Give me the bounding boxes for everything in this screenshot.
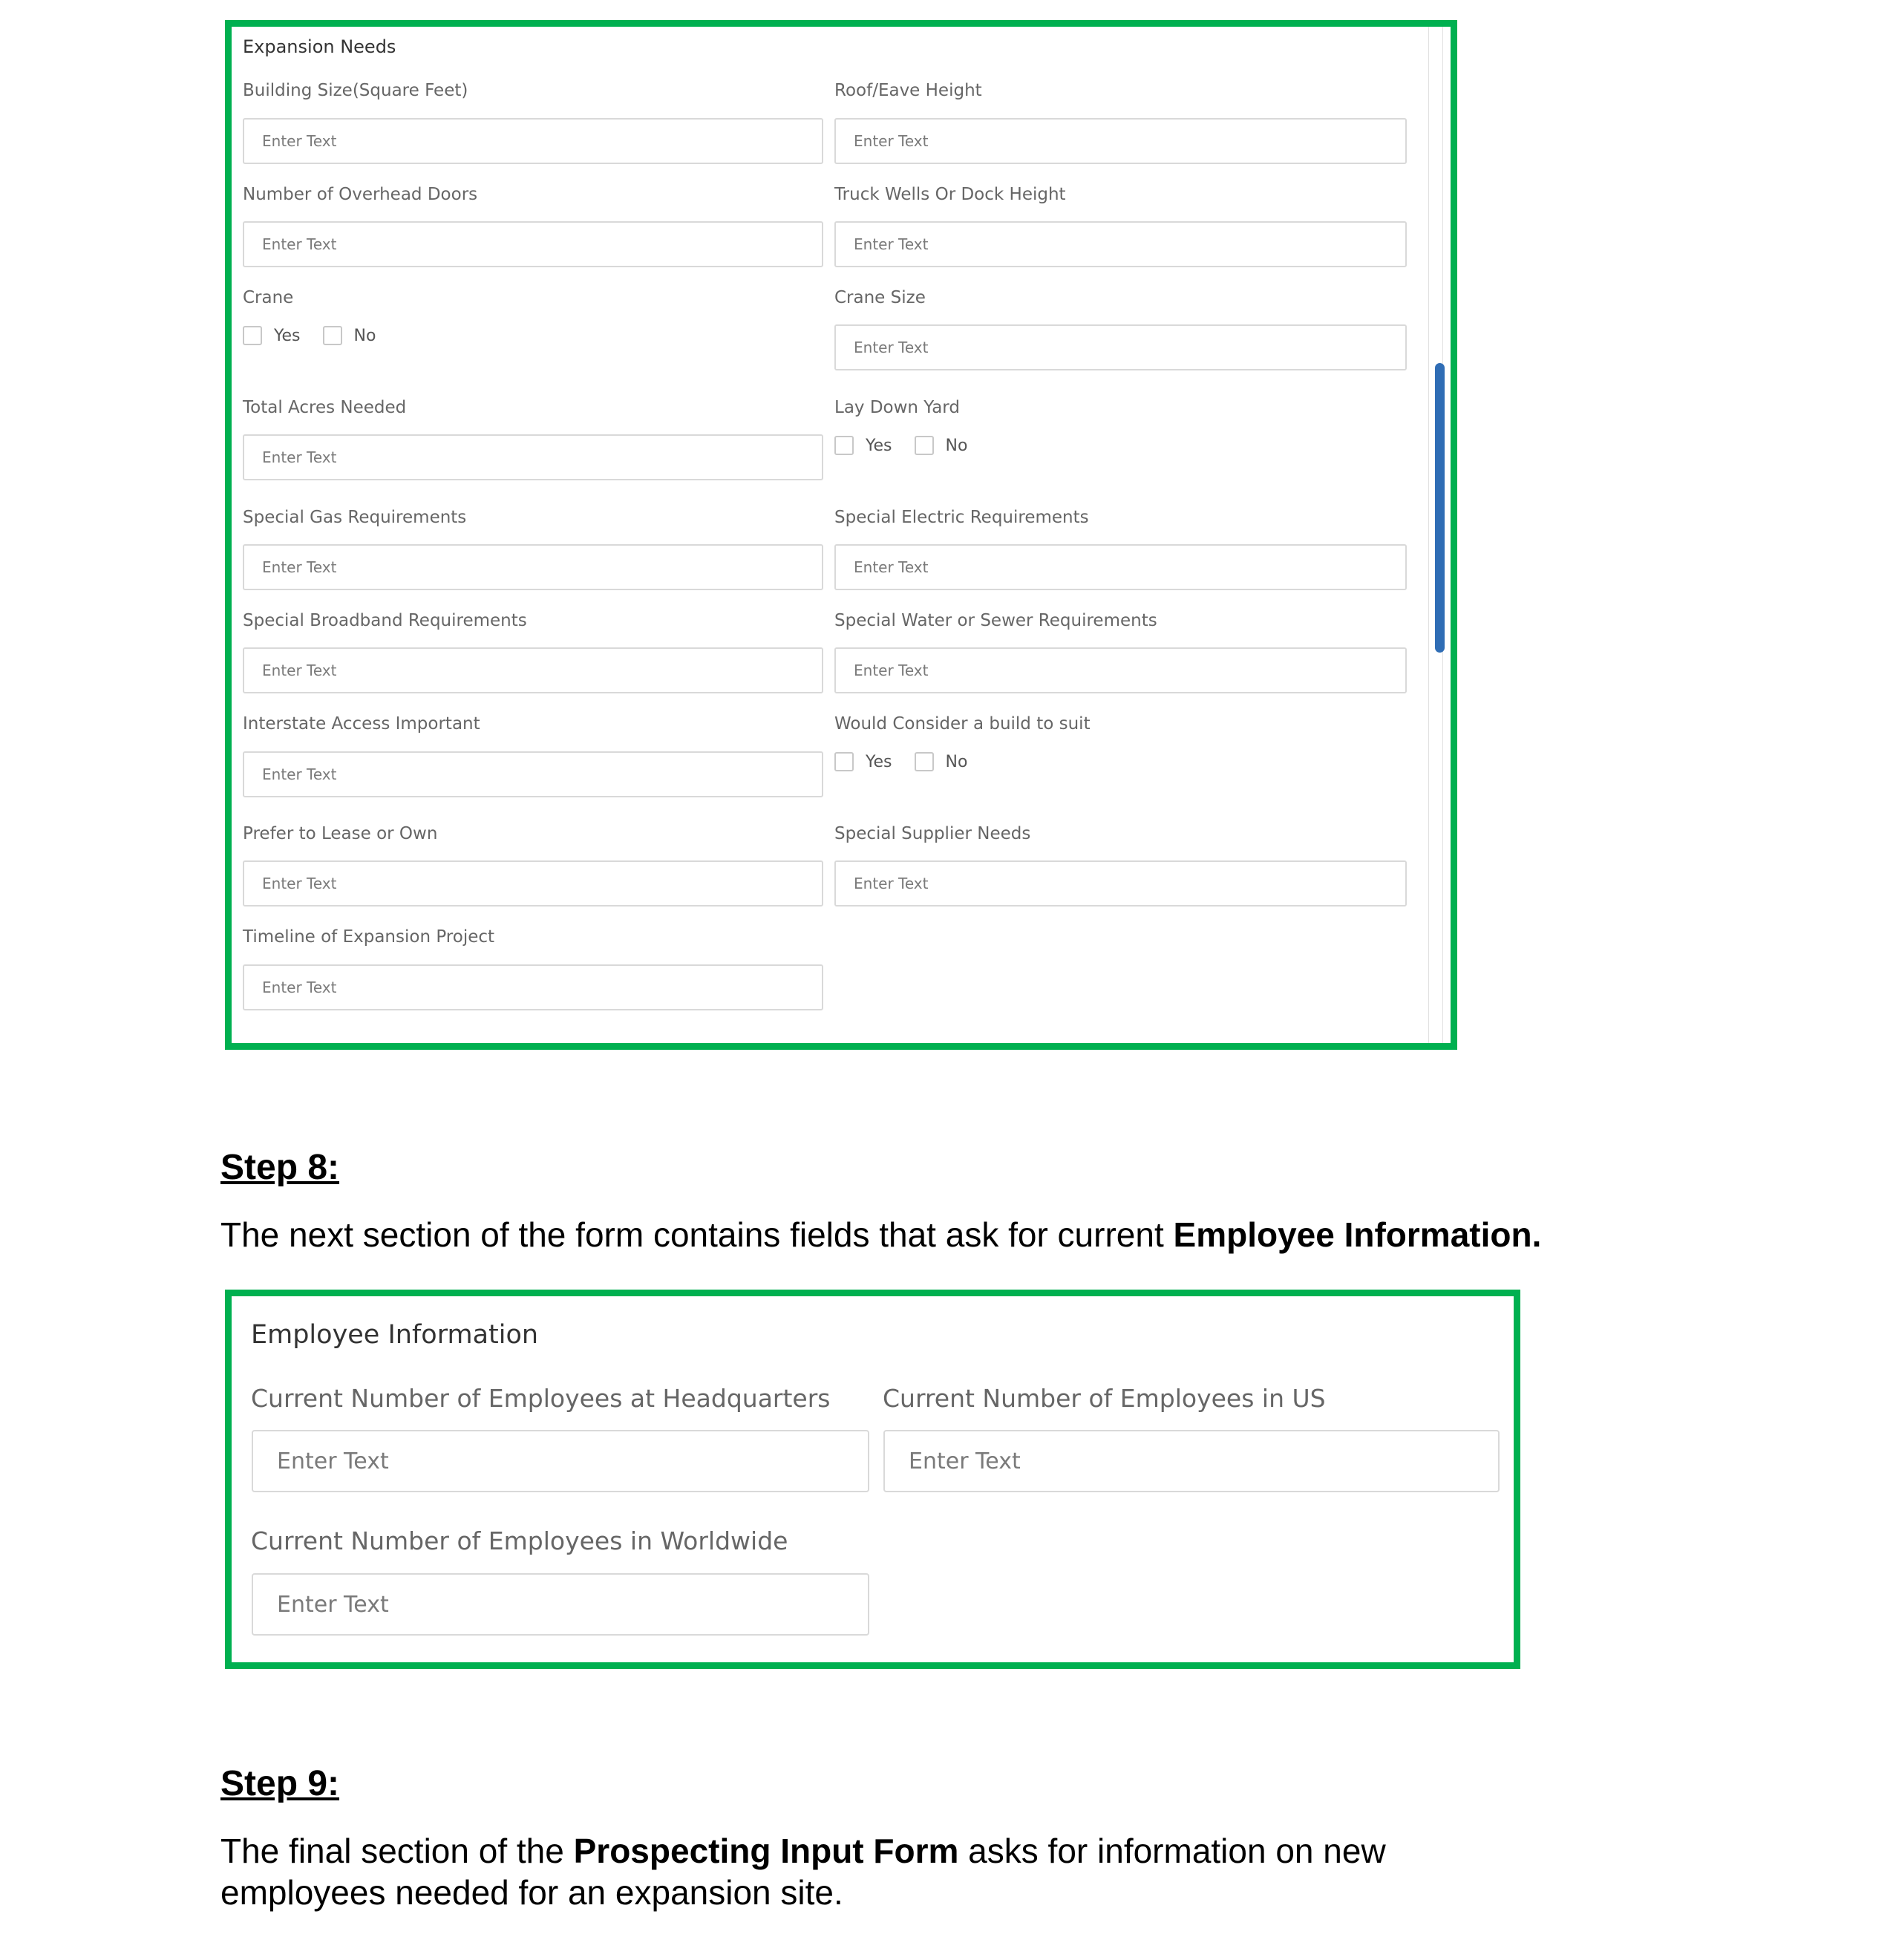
timeline-input[interactable] (243, 964, 823, 1010)
label-interstate-access: Interstate Access Important (243, 714, 480, 734)
label-truck-wells: Truck Wells Or Dock Height (834, 185, 1066, 204)
crane-no-label: No (353, 326, 376, 345)
step-8-text (220, 1214, 1541, 1255)
step-8-text-plain: The next section of the form contains fields that ask for current (220, 1215, 1174, 1254)
section-title-employee-information: Employee Information (251, 1320, 539, 1350)
special-gas-input[interactable] (243, 544, 823, 590)
label-special-gas: Special Gas Requirements (243, 508, 467, 527)
total-acres-input[interactable] (243, 434, 823, 480)
expansion-needs-screenshot (225, 20, 1457, 1050)
build-to-suit-yes-checkbox[interactable] (834, 752, 854, 771)
interstate-access-input[interactable] (243, 751, 823, 797)
special-water-sewer-input[interactable] (834, 647, 1407, 693)
step-9-text (220, 1830, 1386, 1913)
building-size-input[interactable] (243, 118, 823, 164)
label-special-supplier: Special Supplier Needs (834, 824, 1031, 843)
build-to-suit-options (834, 752, 990, 771)
roof-eave-height-input[interactable] (834, 118, 1407, 164)
truck-wells-input[interactable] (834, 221, 1407, 267)
lease-or-own-input[interactable] (243, 860, 823, 906)
label-lay-down-yard: Lay Down Yard (834, 398, 960, 417)
label-employees-hq: Current Number of Employees at Headquarters (251, 1384, 831, 1413)
step-9-text-plain-2: asks for information on new (958, 1832, 1386, 1870)
special-broadband-input[interactable] (243, 647, 823, 693)
crane-options (243, 326, 398, 345)
label-special-electric: Special Electric Requirements (834, 508, 1089, 527)
step-9-text-bold: Prospecting Input Form (573, 1832, 959, 1870)
step-9-heading: Step 9: (220, 1764, 340, 1803)
employees-worldwide-input[interactable] (252, 1573, 869, 1636)
label-roof-eave-height: Roof/Eave Height (834, 81, 982, 100)
section-title-expansion-needs: Expansion Needs (243, 36, 396, 57)
build-to-suit-yes-label: Yes (866, 752, 892, 771)
step-8-text-bold: Employee Information. (1173, 1215, 1542, 1254)
label-overhead-doors: Number of Overhead Doors (243, 185, 478, 204)
special-supplier-input[interactable] (834, 860, 1407, 906)
special-electric-input[interactable] (834, 544, 1407, 590)
build-to-suit-no-label: No (945, 752, 968, 771)
step-9-text-plain-1: The final section of the (220, 1832, 574, 1870)
build-to-suit-no-checkbox[interactable] (915, 752, 934, 771)
label-timeline: Timeline of Expansion Project (243, 927, 495, 947)
label-crane: Crane (243, 288, 294, 307)
employees-hq-input[interactable] (252, 1430, 869, 1492)
overhead-doors-input[interactable] (243, 221, 823, 267)
label-build-to-suit: Would Consider a build to suit (834, 714, 1091, 734)
crane-no-checkbox[interactable] (323, 326, 342, 345)
label-lease-or-own: Prefer to Lease or Own (243, 824, 438, 843)
lay-down-yard-yes-checkbox[interactable] (834, 436, 854, 455)
scrollbar-thumb[interactable] (1435, 363, 1445, 653)
lay-down-yard-options (834, 436, 990, 455)
lay-down-yard-no-label: No (945, 436, 968, 455)
label-employees-us: Current Number of Employees in US (883, 1384, 1326, 1413)
crane-yes-label: Yes (274, 326, 301, 345)
employee-information-screenshot (225, 1290, 1520, 1669)
crane-yes-checkbox[interactable] (243, 326, 262, 345)
employees-us-input[interactable] (883, 1430, 1500, 1492)
crane-size-input[interactable] (834, 324, 1407, 370)
lay-down-yard-yes-label: Yes (866, 436, 892, 455)
label-total-acres: Total Acres Needed (243, 398, 407, 417)
lay-down-yard-no-checkbox[interactable] (915, 436, 934, 455)
step-9-text-plain-3: employees needed for an expansion site. (220, 1873, 843, 1912)
step-8-heading: Step 8: (220, 1148, 340, 1187)
label-special-broadband: Special Broadband Requirements (243, 611, 527, 630)
label-special-water-sewer: Special Water or Sewer Requirements (834, 611, 1157, 630)
label-employees-worldwide: Current Number of Employees in Worldwide (251, 1526, 788, 1555)
label-building-size: Building Size(Square Feet) (243, 81, 468, 100)
label-crane-size: Crane Size (834, 288, 926, 307)
